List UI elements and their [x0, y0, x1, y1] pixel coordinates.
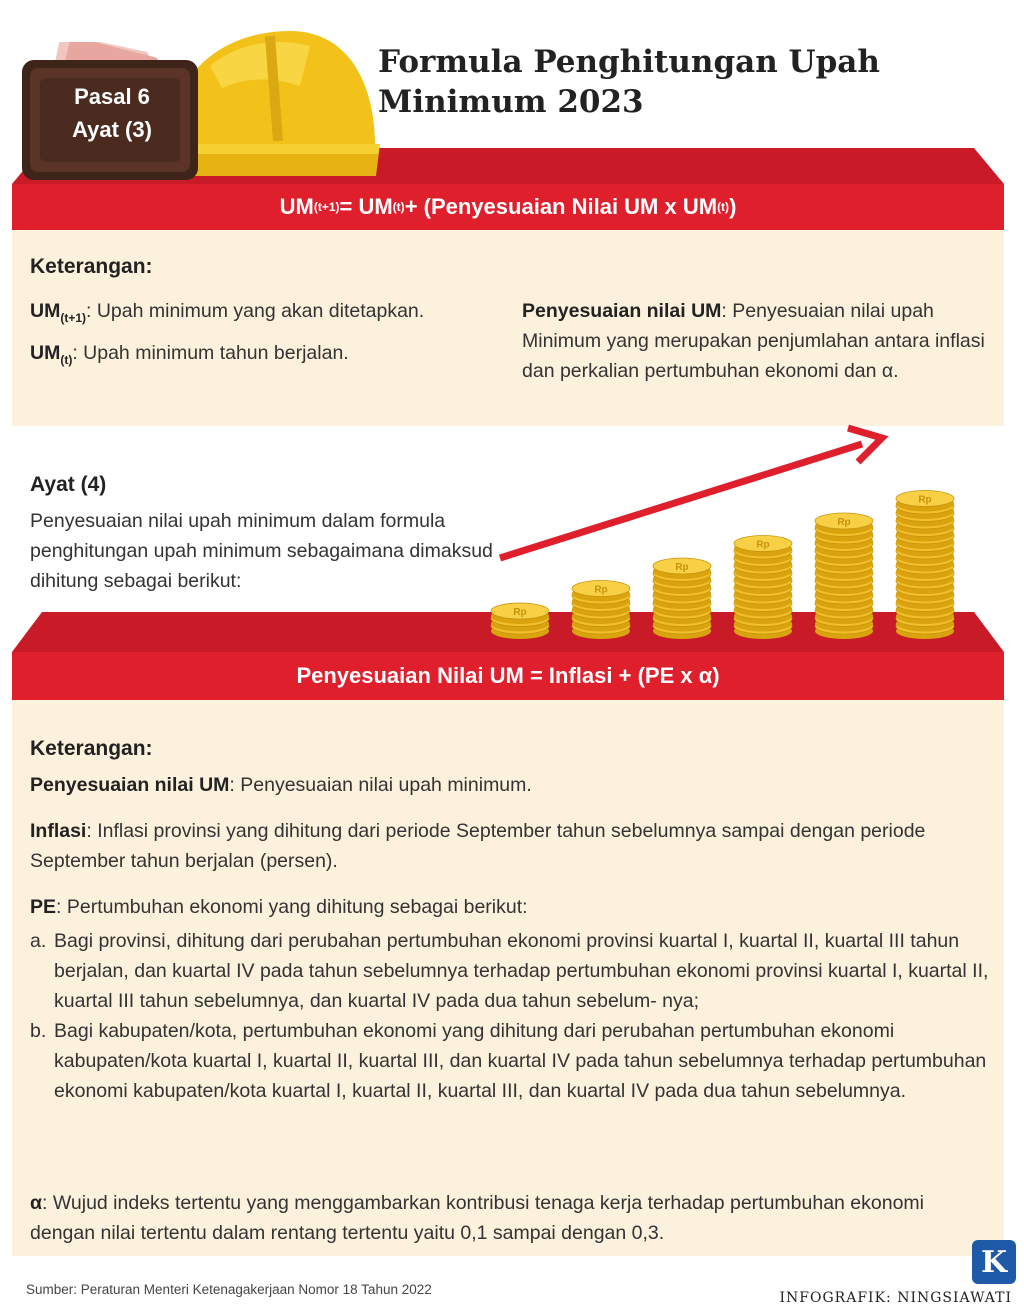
formula-2: Penyesuaian Nilai UM = Inflasi + (PE x α): [12, 652, 1004, 700]
definition-text: : Upah minimum tahun berjalan.: [72, 342, 349, 364]
pe-list-text: Bagi provinsi, dihitung dari perubahan pertumbuhan ekonomi provinsi kuartal I, kuartal II, kuartal III tahun berjalan, dan kuartal IV pada tahun sebelumnya terhadap pertumbuhan ekonomi provinsi kuartal I, kuartal II, kuartal III tahun sebelumnya, dan kuartal IV pada dua tahun sebelum- nya;: [54, 930, 989, 1012]
coin-label: Rp: [513, 607, 527, 618]
coin-stack: [896, 491, 954, 640]
coin-stack: [572, 581, 630, 640]
definition-pe: [30, 892, 990, 922]
definition-term: Penyesuaian nilai UM: [30, 774, 230, 796]
coin-label: Rp: [756, 539, 770, 551]
pe-list-marker: a.: [30, 930, 47, 952]
pe-list-item: [30, 926, 990, 1016]
formula-1-sub: (t): [717, 200, 730, 214]
definition-term-sub: (t): [60, 352, 73, 367]
pasal-badge-line2: Ayat (3): [72, 117, 152, 142]
definition-text: : Pertumbuhan ekonomi yang dihitung sebagai berikut:: [56, 896, 528, 918]
definition-text: : Inflasi provinsi yang dihitung dari periode September tahun sebelumnya sampai dengan periode September tahun berjalan (persen).: [30, 820, 926, 872]
formula-1-sub: (t+1): [313, 200, 340, 214]
source-note: Sumber: Peraturan Menteri Ketenagakerjaan Nomor 18 Tahun 2022: [26, 1282, 432, 1297]
formula-1-sub: (t): [392, 200, 405, 214]
definition-penyesuaian: [522, 296, 992, 386]
formula-1: [12, 184, 1004, 230]
formula-1-eq: = UM: [339, 194, 393, 219]
definition-alpha: [30, 1188, 990, 1248]
page-title: Formula Penghitungan Upah Minimum 2023: [378, 44, 880, 120]
ayat4-text: Penyesuaian nilai upah minimum dalam formula penghitungan upah minimum sebagaimana dimaksud dihitung sebagai berikut:: [30, 510, 493, 592]
coin-label: Rp: [594, 584, 608, 596]
coin-label: Rp: [837, 517, 851, 528]
definition-term: Inflasi: [30, 820, 87, 842]
definition-term: α: [30, 1192, 42, 1214]
rising-coins-illustration: [470, 420, 990, 640]
kompas-logo: K: [972, 1240, 1016, 1284]
definition-um-t: [30, 338, 500, 375]
formula-1-um: UM: [279, 194, 314, 219]
definition-term: UM: [30, 300, 61, 322]
definition-text: : Upah minimum yang akan ditetapkan.: [86, 300, 425, 322]
formula-1-rest: + (Penyesuaian Nilai UM x UM: [404, 194, 718, 219]
coin-stack: [734, 536, 792, 640]
formula-1-close: ): [729, 194, 737, 219]
definition-term: PE: [30, 896, 57, 918]
definition-text: : Penyesuaian nilai upah minimum.: [229, 774, 532, 796]
coin-stack: [815, 513, 873, 639]
coin-label: Rp: [918, 494, 932, 506]
pe-list: [30, 926, 990, 1106]
coin-stack: [491, 603, 549, 639]
pe-list-item: [30, 1016, 990, 1106]
definition-term: UM: [30, 342, 61, 364]
definition-text: : Penyesuaian nilai upah Minimum yang merupakan penjumlahan antara inflasi dan perkalian pertumbuhan ekonomi dan α.: [522, 300, 985, 382]
definition-inflasi: [30, 816, 990, 876]
section1-heading: Keterangan:: [30, 255, 153, 278]
pasal-badge: [52, 80, 172, 146]
ayat4-heading: Ayat (4): [30, 473, 107, 496]
definition-penyesuaian-2: [30, 770, 990, 800]
definition-text: : Wujud indeks tertentu yang menggambarkan kontribusi tenaga kerja terhadap pertumbuhan ekonomi dengan nilai tertentu dalam rentang tertentu yaitu 0,1 sampai dengan 0,3.: [30, 1192, 925, 1244]
definition-term: Penyesuaian nilai UM: [522, 300, 722, 322]
coin-label: Rp: [675, 562, 689, 573]
definition-term-sub: (t+1): [60, 310, 86, 325]
pe-list-marker: b.: [30, 1020, 47, 1042]
infographic-credit: INFOGRAFIK: NINGSIAWATI: [779, 1290, 1012, 1306]
pasal-badge-line1: Pasal 6: [74, 84, 150, 109]
definition-um-t1: [30, 296, 500, 333]
coin-stack: [653, 558, 711, 639]
section2-heading: Keterangan:: [30, 737, 153, 760]
pe-list-text: Bagi kabupaten/kota, pertumbuhan ekonomi yang dihitung dari perubahan pertumbuhan ekonomi kabupaten/kota kuartal I, kuartal II, kuartal III, dan kuartal IV pada tahun sebelumnya terhadap pertumbuhan ekonomi kabupaten/kota kuartal I, kuartal II, kuartal III, dan kuartal IV pada dua tahun sebelumnya.: [54, 1020, 987, 1102]
